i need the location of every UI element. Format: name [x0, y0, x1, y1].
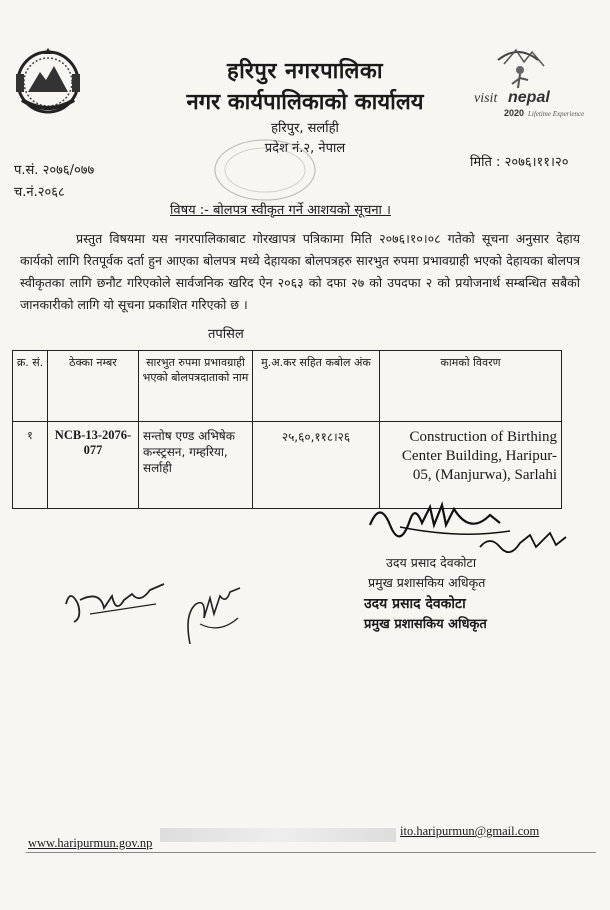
office-title: हरिपुर नगरपालिका — [226, 59, 384, 84]
reference-chn: च.नं.२०६८ — [14, 185, 65, 200]
header-description: कामको विवरण — [380, 351, 562, 422]
officer-stamp-name: उदय प्रसाद देवकोटा — [364, 596, 466, 612]
row-amount: २५,६०,११८।२६ — [253, 422, 380, 509]
row-bidder: सन्तोष एण्ड अभिषेक कन्स्ट्रसन, गम्हरिया, सर्लाही — [139, 422, 253, 509]
footer-decoration — [160, 828, 396, 842]
header-sn: क्र. सं. — [13, 351, 48, 422]
witness-signature-icon — [60, 574, 170, 634]
header-bidder: सारभुत रुपमा प्रभावग्राही भएको बोलपत्रदाताको नाम — [139, 351, 253, 422]
reference-ps: प.सं. २०७६/०७७ — [14, 163, 95, 178]
notice-subject: विषय :- बोलपत्र स्वीकृत गर्ने आशयको सूचना । — [170, 203, 391, 218]
svg-text:Lifetime Experience: Lifetime Experience — [528, 110, 585, 118]
footer-divider — [26, 852, 596, 853]
row-sn: १ — [13, 422, 48, 509]
notice-body: प्रस्तुत विषयमा यस नगरपालिकाबाट गोरखापत्र पत्रिकामा मिति २०७६।१०।०८ गतेको सूचना अनुसार देहाय कार्यको लागि रितपूर्वक दर्ता हुन आएका बोलपत्र मध्ये देहायका बोलपत्रहरु सारभुत रुपमा प्रभावग्राही भएको देहायका बोलपत्र स्वीकृतका लागि छनौट गरिएकोले सार्वजनिक खरिद ऐन २०६३ को दफा २७ को उपदफा २ को प्रयोजनार्थ सम्बन्धित सबैको जानकारीको लागि यो सूचना प्रकाशित गरिएको छ । — [20, 231, 580, 312]
works-table — [12, 350, 562, 509]
footer-email-link[interactable]: ito.haripurmun@gmail.com — [400, 824, 540, 838]
row-contract-no: NCB-13-2076-077 — [48, 422, 139, 509]
office-subtitle: नगर कार्यपालिकाको कार्यालय — [186, 90, 424, 115]
row-description: Construction of Birthing Center Building, Haripur-05, (Manjurwa), Sarlahi — [380, 422, 562, 509]
svg-text:nepal: nepal — [508, 89, 550, 106]
officer-title: प्रमुख प्रशासकिय अधिकृत — [368, 575, 486, 590]
office-address: हरिपुर, सर्लाही — [271, 121, 339, 136]
header-amount: मु.अ.कर सहित कबोल अंक — [253, 351, 380, 422]
svg-text:visit: visit — [474, 91, 498, 106]
schedule-heading: तपसिल — [208, 327, 244, 342]
office-seal-icon — [210, 135, 320, 205]
header-contract-no: ठेक्का नम्बर — [48, 351, 139, 422]
office-province: प्रदेश नं.२, नेपाल — [264, 141, 346, 156]
approver-signature-icon — [180, 574, 250, 654]
officer-stamp-title: प्रमुख प्रशासकिय अधिकृत — [364, 617, 487, 632]
officer-signature-icon — [360, 495, 580, 560]
officer-name: उदय प्रसाद देवकोटा — [386, 555, 477, 570]
footer-website-link[interactable]: www.haripurmun.gov.np — [28, 836, 153, 850]
notice-date: मिति : २०७६।११।२० — [470, 155, 569, 170]
svg-text:2020: 2020 — [504, 108, 525, 118]
table-header-row — [13, 351, 562, 422]
